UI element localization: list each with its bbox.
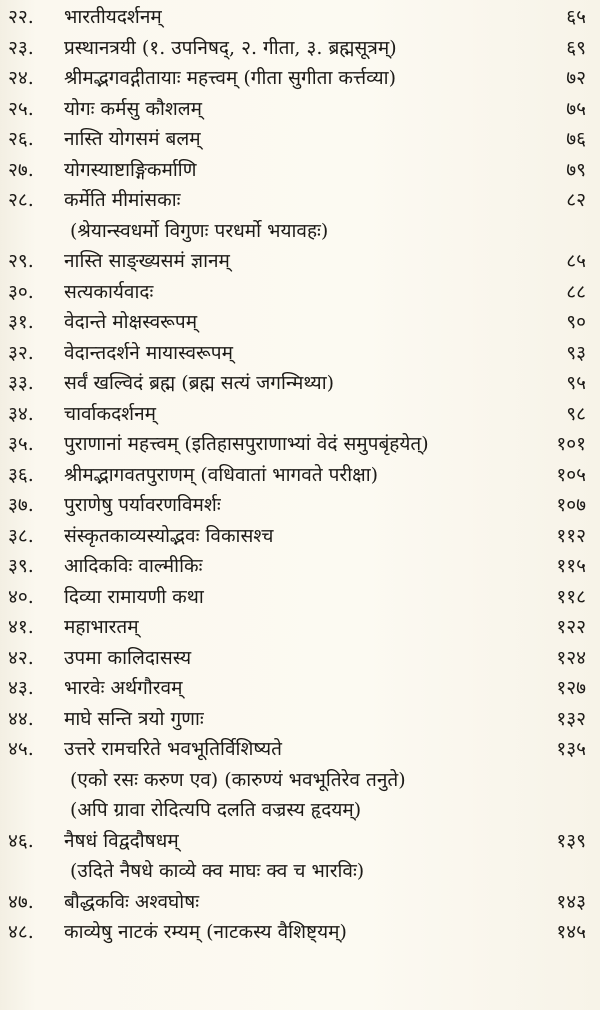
toc-entry <box>0 704 600 735</box>
entry-page: ७५ <box>566 97 586 120</box>
entry-page: १३९ <box>556 829 586 852</box>
toc-entry <box>0 63 600 94</box>
entry-page: ८२ <box>566 189 586 211</box>
table-of-contents <box>0 2 600 948</box>
entry-title: नास्ति साङ्ख्यसमं ज्ञानम् <box>64 250 230 272</box>
entry-title: दिव्या रामायणी कथा <box>64 585 204 608</box>
entry-title: बौद्धकविः अश्वघोषः <box>64 890 200 913</box>
entry-page: ६९ <box>566 36 586 59</box>
toc-entry <box>0 185 600 216</box>
entry-title: सत्यकार्यवादः <box>64 280 154 303</box>
entry-number: ३४. <box>8 402 34 425</box>
entry-page: ७९ <box>566 158 586 181</box>
entry-page: १२४ <box>556 646 586 669</box>
entry-subtitle: (अपि ग्रावा रोदित्यपि दलति वज्रस्य हृदयम्) <box>70 799 362 821</box>
entry-number: ३७. <box>8 494 34 516</box>
entry-number: ३०. <box>8 280 34 303</box>
entry-number: ३६. <box>8 463 34 486</box>
toc-entry <box>0 734 600 765</box>
entry-page: १०१ <box>556 433 586 455</box>
entry-page: ८८ <box>566 280 586 303</box>
entry-number: ४१. <box>8 616 34 638</box>
toc-entry <box>0 429 600 460</box>
entry-number: ३१. <box>8 311 34 333</box>
entry-page: ७६ <box>566 128 586 150</box>
entry-title: पुराणानां महत्त्वम् (इतिहासपुराणाभ्यां वेदं समुपबृंहयेत्) <box>64 433 429 455</box>
toc-entry <box>0 307 600 338</box>
toc-entry <box>0 460 600 491</box>
entry-title: उत्तरे रामचरिते भवभूतिर्विशिष्यते <box>64 738 282 760</box>
toc-entry <box>0 246 600 277</box>
entry-number: ४५. <box>8 738 34 760</box>
toc-subtitle <box>0 216 600 247</box>
toc-entry <box>0 277 600 308</box>
entry-title: आदिकविः वाल्मीकिः <box>64 555 203 577</box>
entry-page: ९५ <box>566 372 586 394</box>
entry-page: ११५ <box>556 555 586 577</box>
entry-title: चार्वाकदर्शनम् <box>64 402 156 425</box>
entry-title: प्रस्थानत्रयी (१. उपनिषद्, २. गीता, ३. ब्रह्मसूत्रम्) <box>64 36 397 59</box>
toc-entry <box>0 673 600 704</box>
entry-title: उपमा कालिदासस्य <box>64 646 192 669</box>
entry-number: ३२. <box>8 341 34 364</box>
entry-page: १३२ <box>556 707 586 730</box>
entry-number: ४४. <box>8 707 34 730</box>
entry-title: योगस्याष्टाङ्गिकर्माणि <box>64 158 197 181</box>
entry-number: ३३. <box>8 372 34 394</box>
entry-title: पुराणेषु पर्यावरणविमर्शः <box>64 494 221 516</box>
entry-page: १४५ <box>556 921 586 943</box>
entry-title: योगः कर्मसु कौशलम् <box>64 97 203 120</box>
entry-number: ३८. <box>8 524 34 547</box>
entry-number: ४८. <box>8 921 34 943</box>
entry-title: नैषधं विद्वदौषधम् <box>64 829 179 852</box>
entry-page: ११८ <box>556 585 586 608</box>
entry-title: भारवेः अर्थगौरवम् <box>64 677 183 699</box>
entry-page: ७२ <box>566 67 586 89</box>
entry-page: ११२ <box>556 524 586 547</box>
toc-entry <box>0 155 600 186</box>
entry-number: २४. <box>8 67 34 89</box>
toc-entry <box>0 643 600 674</box>
entry-title: भारतीयदर्शनम् <box>64 6 162 28</box>
entry-title: संस्कृतकाव्यस्योद्भवः विकासश्च <box>64 524 274 547</box>
toc-entry <box>0 33 600 64</box>
entry-page: १२२ <box>556 616 586 638</box>
entry-number: २७. <box>8 158 34 181</box>
toc-entry <box>0 521 600 552</box>
entry-title: वेदान्ते मोक्षस्वरूपम् <box>64 311 198 333</box>
toc-entry <box>0 917 600 948</box>
entry-number: ४७. <box>8 890 34 913</box>
toc-entry <box>0 826 600 857</box>
toc-entry <box>0 124 600 155</box>
entry-number: २६. <box>8 128 34 150</box>
entry-number: ४०. <box>8 585 34 608</box>
entry-title: श्रीमद्भागवतपुराणम् (वधिवातां भागवते परीक्षा) <box>64 463 379 486</box>
toc-entry <box>0 368 600 399</box>
entry-subtitle: (श्रेयान्स्वधर्मो विगुणः परधर्मो भयावहः) <box>70 219 329 242</box>
entry-page: १३५ <box>556 738 586 760</box>
entry-title: सर्वं खल्विदं ब्रह्म (ब्रह्म सत्यं जगन्मिथ्या) <box>64 372 335 394</box>
entry-page: ९० <box>566 311 586 333</box>
toc-subtitle <box>0 856 600 887</box>
toc-entry <box>0 338 600 369</box>
entry-number: २३. <box>8 36 34 59</box>
toc-entry <box>0 2 600 33</box>
toc-entry <box>0 94 600 125</box>
entry-page: ९८ <box>566 402 586 425</box>
entry-page: १०५ <box>556 463 586 486</box>
toc-entry <box>0 612 600 643</box>
entry-number: २५. <box>8 97 34 120</box>
toc-entry <box>0 399 600 430</box>
entry-number: ३५. <box>8 433 34 455</box>
entry-number: ४३. <box>8 677 34 699</box>
entry-title: वेदान्तदर्शने मायास्वरूपम् <box>64 341 233 364</box>
entry-title: महाभारतम् <box>64 616 139 638</box>
toc-entry <box>0 490 600 521</box>
entry-title: नास्ति योगसमं बलम् <box>64 128 201 150</box>
entry-subtitle: (एको रसः करुण एव) (कारुण्यं भवभूतिरेव तनुते) <box>70 768 406 791</box>
toc-entry <box>0 582 600 613</box>
toc-subtitle <box>0 795 600 826</box>
entry-subtitle: (उदिते नैषधे काव्ये क्व माघः क्व च भारविः) <box>70 860 365 882</box>
entry-title: काव्येषु नाटकं रम्यम् (नाटकस्य वैशिष्ट्यम्) <box>64 921 347 943</box>
toc-subtitle <box>0 765 600 796</box>
entry-page: १४३ <box>556 890 586 913</box>
entry-number: ४६. <box>8 829 34 852</box>
entry-page: ८५ <box>566 250 586 272</box>
entry-number: २८. <box>8 189 34 211</box>
entry-page: ९३ <box>566 341 586 364</box>
toc-entry <box>0 551 600 582</box>
entry-page: १२७ <box>556 677 586 699</box>
entry-number: ३९. <box>8 555 34 577</box>
toc-entry <box>0 887 600 918</box>
entry-number: ४२. <box>8 646 34 669</box>
entry-page: ६५ <box>566 6 586 28</box>
entry-title: माघे सन्ति त्रयो गुणाः <box>64 707 204 730</box>
entry-title: कर्मेति मीमांसकाः <box>64 189 181 211</box>
entry-page: १०७ <box>556 494 586 516</box>
entry-number: २२. <box>8 6 34 28</box>
entry-title: श्रीमद्भगवद्गीतायाः महत्त्वम् (गीता सुगीता कर्त्तव्या) <box>64 67 397 89</box>
entry-number: २९. <box>8 250 34 272</box>
